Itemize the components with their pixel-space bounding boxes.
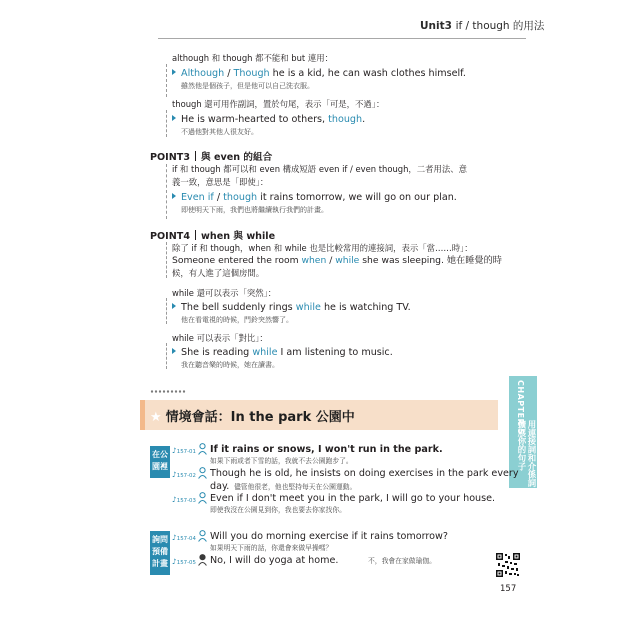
conversation-title: ★ 情境會話：In the park 公園中	[150, 410, 355, 425]
dialogue-english: Even if I don't meet you in the park, I will go to your house.	[210, 493, 496, 504]
while-contrast-rule	[166, 343, 167, 369]
page-number: 157	[500, 584, 517, 594]
dialogue-english-continued: day.	[210, 481, 230, 492]
chapter-title: 用連接詞和介係詞 擴展你的句子	[517, 420, 537, 488]
point-title: 與 even 的組合	[201, 152, 273, 163]
bullet-icon	[172, 193, 176, 199]
speaker-male-icon	[198, 530, 207, 542]
though-adverb-text: though 還可用作副詞，置於句尾，表示「可是，不過」：	[172, 99, 385, 109]
dialogue-chinese: 如果下雨或者下雪的話，我就不去公園跑步了。	[210, 457, 353, 465]
unit-topic: if / though 的用法	[455, 20, 545, 32]
point4-text-line3: 候，有人進了這個房間。	[172, 268, 265, 278]
example-translation: 即使明天下雨，我們也將繼續執行我們的計畫。	[181, 206, 328, 214]
header-divider	[158, 38, 526, 39]
point3-heading	[150, 149, 272, 163]
while-sudden-rule	[166, 298, 167, 324]
chapter-label: CHAPTER 5	[516, 380, 525, 435]
qr-code-icon[interactable]	[496, 553, 520, 577]
example-translation: 他在看電視的時候，門鈴突然響了。	[181, 316, 293, 324]
point4-text-line1: 除了 if 和 though，when 和 while 也是比較常用的連接詞，表示「當……時」：	[172, 243, 473, 253]
example-sentence: The bell suddenly rings while he is watching TV.	[172, 301, 411, 314]
example-sentence: Although / Though he is a kid, he can wash clothes himself.	[172, 67, 466, 80]
dialogue-english: No, I will do yoga at home.	[210, 555, 339, 566]
bullet-icon	[172, 303, 176, 309]
audio-track-button[interactable]: ♪157-01	[172, 446, 196, 455]
music-note-icon: ♪	[172, 533, 177, 542]
scene-label-park: 在公 園裡	[150, 446, 170, 478]
star-icon: ★	[150, 410, 162, 425]
while-contrast-text: while 可以表示「對比」：	[172, 333, 268, 343]
example-translation: 雖然他是個孩子，但是他可以自己洗衣服。	[181, 82, 314, 90]
point3-text-line1: if 和 though 都可以和 even 構成短語 even if / even though，二者用法、意	[172, 164, 467, 174]
dialogue-chinese: 即使我沒在公園見到你，我也要去你家找你。	[210, 506, 346, 514]
speaker-male-icon	[198, 492, 207, 504]
bullet-icon	[172, 115, 176, 121]
point-label: POINT4	[150, 231, 191, 242]
dialogue-english: Will you do morning exercise if it rains tomorrow?	[210, 531, 448, 542]
audio-track-button[interactable]: ♪157-05	[172, 557, 196, 566]
music-note-icon: ♪	[172, 495, 177, 504]
unit-header	[420, 18, 544, 33]
music-note-icon: ♪	[172, 446, 177, 455]
speaker-male-icon	[198, 443, 207, 455]
speaker-female-icon	[198, 554, 207, 566]
point-title: when 與 while	[201, 231, 276, 242]
point-separator	[195, 230, 196, 240]
example-sentence: He is warm-hearted to others, though.	[172, 113, 365, 126]
decorative-dots	[150, 389, 186, 394]
point3-rule	[166, 164, 167, 219]
point4-heading	[150, 228, 275, 242]
scene-label-plan: 詢問 預備 計畫	[150, 531, 170, 575]
example-sentence: Even if / though it rains tomorrow, we will go on our plan.	[172, 191, 457, 204]
example-sentence: She is reading while I am listening to music.	[172, 346, 393, 359]
though-example-rule	[166, 110, 167, 137]
audio-track-button[interactable]: ♪157-02	[172, 470, 196, 479]
audio-track-button[interactable]: ♪157-04	[172, 533, 196, 542]
dialogue-chinese: 不，我會在家做瑜伽。	[368, 557, 436, 565]
dialogue-chinese: 如果明天下雨的話，你還會來做早操嗎？	[210, 544, 333, 552]
point-label: POINT3	[150, 152, 191, 163]
bullet-icon	[172, 348, 176, 354]
example-translation: 不過他對其他人很友好。	[181, 128, 258, 136]
point3-text-line2: 義一致，意思是「即使」：	[172, 177, 269, 187]
dialogue-chinese: 儘管他很老，他也堅持每天在公園運動。	[234, 483, 357, 491]
dialogue-english: Though he is old, he insists on doing exercises in the park every	[210, 468, 519, 479]
point4-rule	[166, 242, 167, 278]
dialogue-english: If it rains or snows, I won't run in the park.	[210, 444, 443, 455]
unit-label: Unit3	[420, 20, 452, 32]
although-rule-text: although 和 though 都不能和 but 連用：	[172, 53, 333, 63]
music-note-icon: ♪	[172, 470, 177, 479]
music-note-icon: ♪	[172, 557, 177, 566]
while-sudden-text: while 還可以表示「突然」：	[172, 288, 277, 298]
point4-text-line2: Someone entered the room when / while she was sleeping. 她在睡覺的時	[172, 255, 502, 266]
although-example-rule	[166, 64, 167, 97]
example-translation: 我在聽音樂的時候，她在讀書。	[181, 361, 279, 369]
audio-track-button[interactable]: ♪157-03	[172, 495, 196, 504]
speaker-male-icon	[198, 467, 207, 479]
point-separator	[195, 151, 196, 161]
bullet-icon	[172, 69, 176, 75]
